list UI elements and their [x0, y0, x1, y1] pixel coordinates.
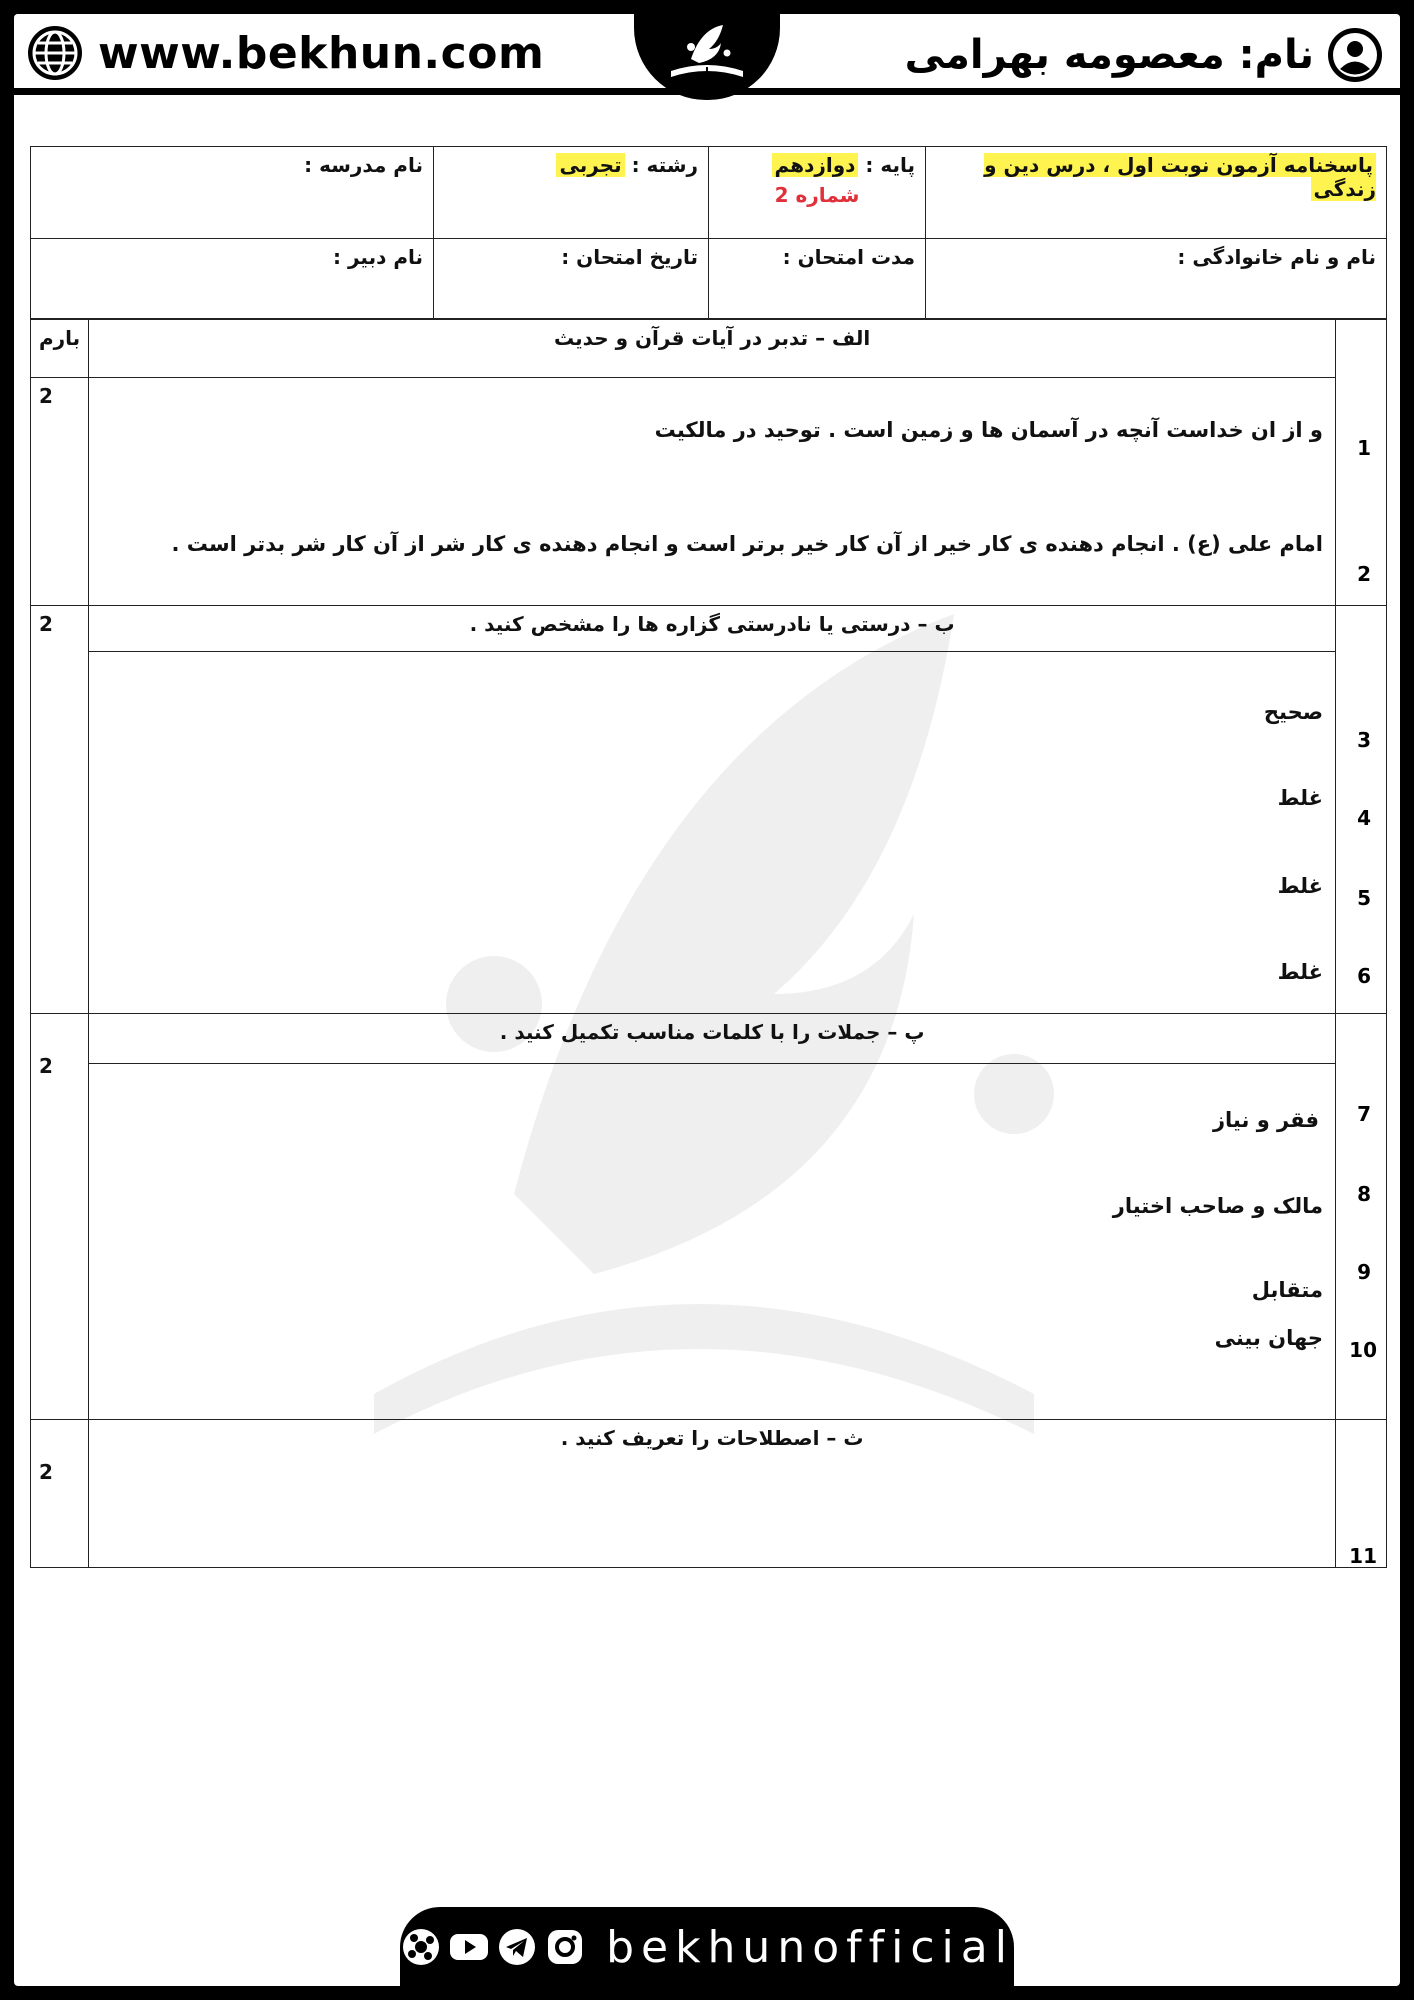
telegram-icon[interactable]	[496, 1926, 538, 1968]
top-bar	[14, 14, 1400, 95]
website-link[interactable]	[26, 24, 544, 82]
q4-number: 4	[1357, 806, 1371, 830]
date-label: تاریخ امتحان :	[561, 245, 698, 269]
section-se-score-value: 2	[39, 1460, 53, 1484]
q8-number: 8	[1357, 1182, 1371, 1206]
user-avatar-icon	[1326, 26, 1384, 84]
number-column	[1336, 606, 1387, 1014]
fullname-cell	[926, 239, 1387, 319]
section-se-score	[31, 1420, 89, 1568]
q1-number: 1	[1357, 436, 1371, 460]
exam-sheet	[30, 146, 1387, 1568]
youtube-icon[interactable]	[448, 1926, 490, 1968]
q9-answer: متقابل	[1251, 1278, 1323, 1302]
exam-number: شماره 2	[774, 183, 860, 207]
number-column	[1336, 1420, 1387, 1568]
q3-answer: صحیح	[1263, 700, 1323, 724]
social-footer	[400, 1907, 1014, 1986]
brand-logo	[634, 14, 780, 100]
number-column	[1336, 320, 1387, 606]
q9-number: 9	[1357, 1260, 1371, 1284]
field-cell	[434, 147, 709, 239]
section-alef-score: 2	[31, 378, 89, 606]
q10-number: 10	[1349, 1338, 1377, 1362]
book-logo-icon	[661, 19, 753, 89]
website-text: www.bekhun.com	[98, 27, 545, 79]
section-pe-title: پ – جملات را با کلمات مناسب تکمیل کنید .	[89, 1014, 1336, 1064]
teacher-cell	[31, 239, 434, 319]
teacher-label: نام دبیر :	[333, 245, 423, 269]
duration-cell	[709, 239, 926, 319]
q10-answer: جهان بینی	[1214, 1326, 1323, 1350]
exam-title-cell	[926, 147, 1387, 239]
section-be-title: ب – درستی یا نادرستی گزاره ها را مشخص کنید .	[89, 606, 1336, 652]
section-be-score: 2	[31, 606, 89, 1014]
q7-answer: فقر و نیاز	[1212, 1108, 1319, 1132]
fullname-label: نام و نام خانوادگی :	[1177, 245, 1376, 269]
q5-number: 5	[1357, 886, 1371, 910]
school-label: نام مدرسه :	[304, 153, 423, 177]
student-name: نام: معصومه بهرامی	[904, 32, 1314, 78]
social-icons	[400, 1926, 592, 1968]
q8-answer: مالک و صاحب اختیار	[1112, 1194, 1323, 1218]
section-alef-answers	[89, 378, 1336, 606]
q7-number: 7	[1357, 1102, 1371, 1126]
section-pe-score-value: 2	[39, 1054, 53, 1078]
section-alef-title: الف – تدبر در آیات قرآن و حدیث	[89, 320, 1336, 378]
date-cell	[434, 239, 709, 319]
q2-number: 2	[1357, 562, 1371, 586]
exam-title: پاسخنامه آزمون نوبت اول ، درس دین و زندگی	[984, 153, 1376, 201]
duration-label: مدت امتحان :	[782, 245, 915, 269]
section-pe-answers	[89, 1064, 1336, 1420]
q3-number: 3	[1357, 728, 1371, 752]
q6-number: 6	[1357, 964, 1371, 988]
q5-answer: غلط	[1277, 874, 1323, 898]
social-handle[interactable]: bekhunofficial	[606, 1921, 1014, 1973]
student-name-area	[905, 26, 1384, 84]
grade-label: پایه :	[865, 153, 915, 177]
q6-answer: غلط	[1277, 960, 1323, 984]
page-frame	[14, 14, 1400, 1986]
q2-answer: امام علی (ع) . انجام دهنده ی کار خیر از آن کار خیر برتر است و انجام دهنده ی کار شر از آن کار شر بدتر است .	[171, 532, 1323, 556]
q11-number: 11	[1349, 1544, 1377, 1568]
questions-table	[30, 319, 1387, 1568]
section-be-answers	[89, 652, 1336, 1014]
exam-info-table	[30, 146, 1387, 319]
instagram-icon[interactable]	[544, 1926, 586, 1968]
q1-answer: و از ان خداست آنچه در آسمان ها و زمین است . توحید در مالکیت	[654, 418, 1323, 442]
number-column	[1336, 1014, 1387, 1420]
globe-icon	[26, 24, 84, 82]
grade-cell	[709, 147, 926, 239]
score-header: بارم	[31, 320, 89, 378]
field-label: رشته :	[631, 153, 698, 177]
aparat-icon[interactable]	[400, 1926, 442, 1968]
q4-answer: غلط	[1277, 786, 1323, 810]
section-pe-score	[31, 1014, 89, 1420]
grade-value: دوازدهم	[772, 153, 859, 177]
field-value: تجربی	[556, 153, 624, 177]
section-se-title: ث – اصطلاحات را تعریف کنید .	[89, 1420, 1336, 1568]
school-cell	[31, 147, 434, 239]
